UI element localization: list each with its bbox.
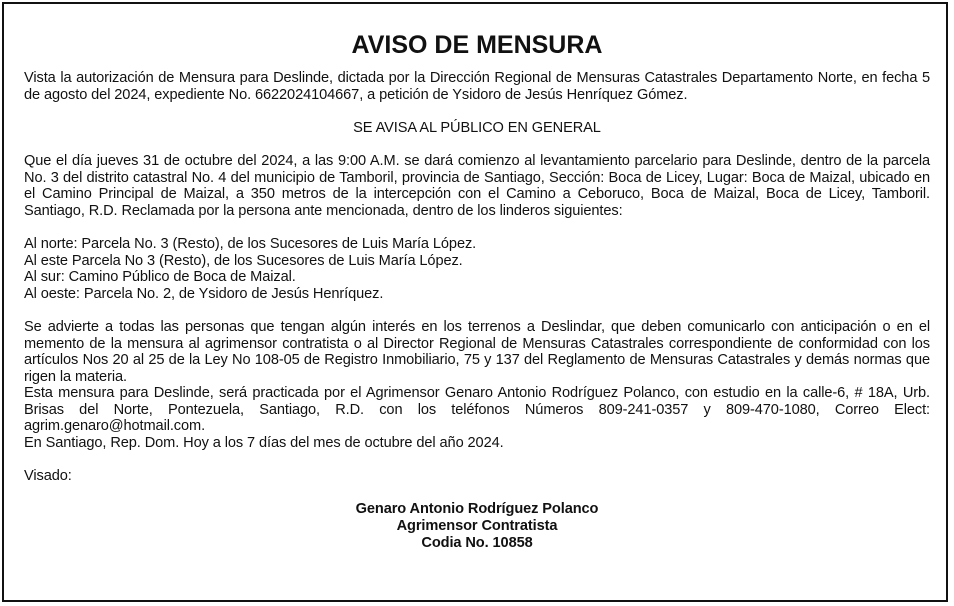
- advisory-paragraph: Se advierte a todas las personas que tengan algún interés en los terrenos a Deslindar, que deben comunicarlo con anticipación o en el memento de la mensura al agrimensor contratista o al Director Regional de Mensuras Catastrales correspondiente de conformidad con los artículos Nos 20 al 25 de la Ley No 108-05 de Registro Inmobiliario, 75 y 137 del Reglamento de Mensuras Catastrales y demás normas que rigen la materia.: [24, 318, 930, 385]
- boundaries-list: [24, 236, 930, 302]
- visado-label: Visado:: [24, 468, 72, 485]
- boundary-west: Al oeste: Parcela No. 2, de Ysidoro de Jesús Henríquez.: [24, 285, 384, 302]
- boundary-north: Al norte: Parcela No. 3 (Resto), de los Sucesores de Luis María López.: [24, 235, 477, 252]
- notice-frame: [2, 2, 948, 602]
- boundary-east: Al este Parcela No 3 (Resto), de los Sucesores de Luis María López.: [24, 252, 463, 269]
- signature-codia: Codia No. 10858: [421, 534, 533, 551]
- spacer: [24, 103, 930, 120]
- boundary-south: Al sur: Camino Público de Boca de Maizal.: [24, 269, 296, 286]
- notice-title: AVISO DE MENSURA: [351, 31, 603, 59]
- spacer: [24, 136, 930, 153]
- practice-paragraph: Esta mensura para Deslinde, será practicada por el Agrimensor Genaro Antonio Rodríguez Polanco, con estudio en la calle-6, # 18A, Urb. Brisas del Norte, Pontezuela, Santiago, R.D. con los teléfonos Números 809-241-0357 y 809-470-1080, Correo Elect: agrim.genaro@hotmail.com.: [24, 385, 930, 435]
- signature-name: Genaro Antonio Rodríguez Polanco: [355, 501, 599, 518]
- spacer: [24, 219, 930, 236]
- signature-role: Agrimensor Contratista: [396, 518, 558, 535]
- spacer: [24, 452, 930, 469]
- spacer: [24, 302, 930, 319]
- public-notice-line: SE AVISA AL PÚBLICO EN GENERAL: [353, 119, 601, 136]
- signature-block: [24, 501, 930, 551]
- spacer: [24, 485, 930, 502]
- date-line: En Santiago, Rep. Dom. Hoy a los 7 días del mes de octubre del año 2024.: [24, 435, 504, 452]
- intro-paragraph: Vista la autorización de Mensura para Deslinde, dictada por la Dirección Regional de Mensuras Catastrales Departamento Norte, en fecha 5 de agosto del 2024, expediente No. 6622024104667, a petición de Ysidoro de Jesús Henríquez Gómez.: [24, 70, 930, 103]
- notice-content: [24, 30, 930, 551]
- body-paragraph: Que el día jueves 31 de octubre del 2024, a las 9:00 A.M. se dará comienzo al levantamiento parcelario para Deslinde, dentro de la parcela No. 3 del distrito catastral No. 4 del municipio de Tamboril, provincia de Santiago, Sección: Boca de Licey, Lugar: Boca de Maizal, ubicado en el Camino Principal de Maizal, a 350 metros de la intercepción con el Camino a Ceboruco, Boca de Maizal, Boca de Licey, Tamboril. Santiago, R.D. Reclamada por la persona ante mencionada, dentro de los linderos siguientes:: [24, 152, 930, 219]
